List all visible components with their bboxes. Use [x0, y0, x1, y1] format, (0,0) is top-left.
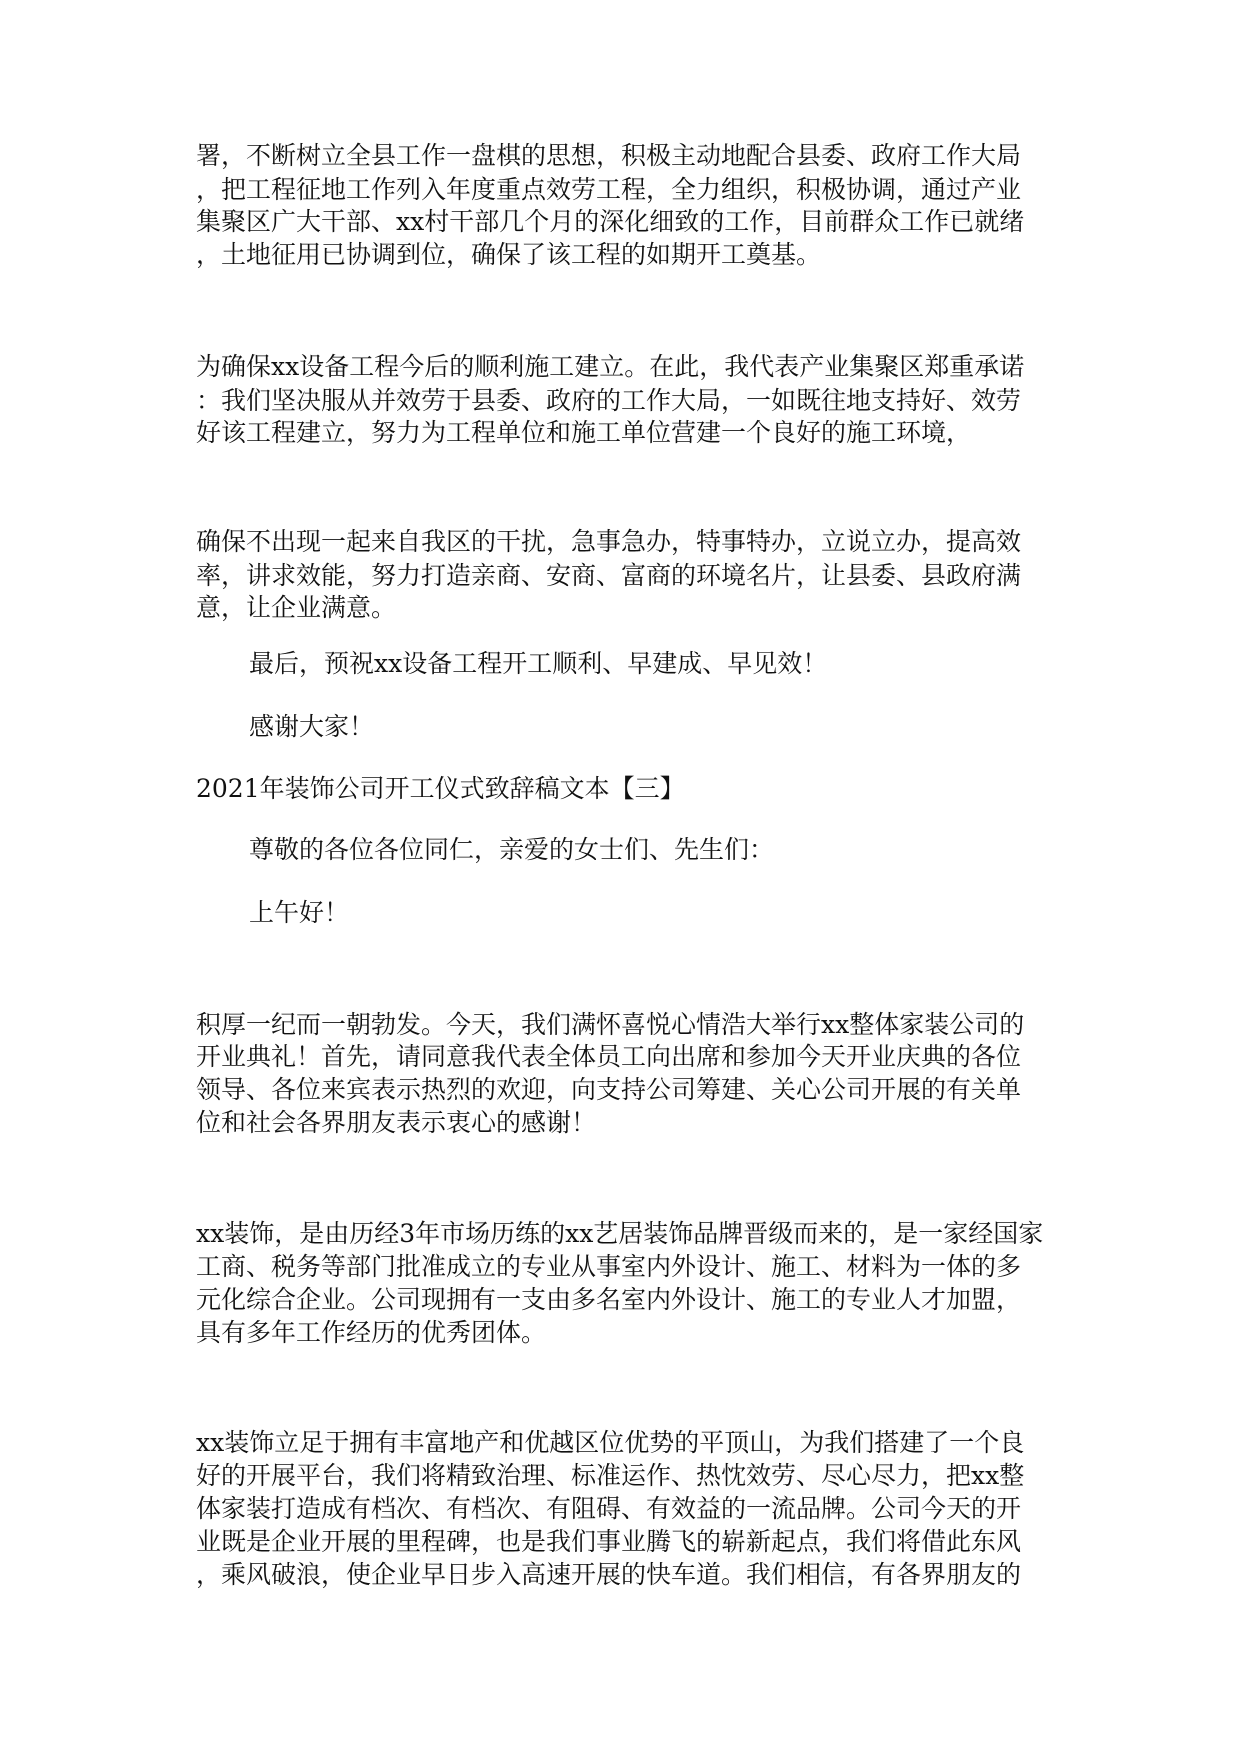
- text-line: xx装饰，是由历经3年市场历练的xx艺居装饰品牌晋级而来的，是一家经国家: [196, 1219, 1044, 1248]
- text-line: 积厚一纪而一朝勃发。今天，我们满怀喜悦心情浩大举行xx整体家装公司的: [196, 1010, 1025, 1039]
- text-line: ，土地征用已协调到位，确保了该工程的如期开工奠基。: [196, 240, 822, 269]
- text-line: 意，让企业满意。: [196, 593, 397, 622]
- text-line: 领导、各位来宾表示热烈的欢迎，向支持公司筹建、关心公司开展的有关单: [196, 1075, 1022, 1104]
- salutation: 尊敬的各位各位同仁，亲爱的女士们、先生们：: [249, 835, 775, 864]
- text-line: 元化综合企业。公司现拥有一支由多名室内外设计、施工的专业人才加盟，: [196, 1285, 1022, 1314]
- text-line: 好该工程建立，努力为工程单位和施工单位营建一个良好的施工环境，: [196, 418, 972, 447]
- text-line: ，把工程征地工作列入年度重点效劳工程，全力组织，积极协调，通过产业: [196, 175, 1022, 204]
- text-line: 集聚区广大干部、xx村干部几个月的深化细致的工作，目前群众工作已就绪: [196, 207, 1025, 236]
- section-heading: 2021年装饰公司开工仪式致辞稿文本【三】: [196, 774, 685, 803]
- text-line: 开业典礼！首先，请同意我代表全体员工向出席和参加今天开业庆典的各位: [196, 1042, 1022, 1071]
- text-line: xx装饰立足于拥有丰富地产和优越区位优势的平顶山，为我们搭建了一个良: [196, 1428, 1025, 1457]
- text-line: 体家装打造成有档次、有档次、有阻碍、有效益的一流品牌。公司今天的开: [196, 1494, 1022, 1523]
- closing-wish: 最后，预祝xx设备工程开工顺利、早建成、早见效！: [249, 649, 828, 678]
- closing-thanks: 感谢大家！: [249, 712, 375, 741]
- text-line: 工商、税务等部门批准成立的专业从事室内外设计、施工、材料为一体的多: [196, 1252, 1022, 1281]
- text-line: 具有多年工作经历的优秀团体。: [196, 1318, 547, 1347]
- text-line: ：我们坚决服从并效劳于县委、政府的工作大局，一如既往地支持好、效劳: [196, 386, 1022, 415]
- text-line: 率，讲求效能，努力打造亲商、安商、富商的环境名片，让县委、县政府满: [196, 561, 1022, 590]
- greeting: 上午好！: [249, 898, 350, 927]
- text-line: 好的开展平台，我们将精致治理、标准运作、热忱效劳、尽心尽力，把xx整: [196, 1461, 1025, 1490]
- text-line: 位和社会各界朋友表示衷心的感谢！: [196, 1108, 597, 1137]
- text-line: 署，不断树立全县工作一盘棋的思想，积极主动地配合县委、政府工作大局: [196, 141, 1022, 170]
- text-line: 业既是企业开展的里程碑，也是我们事业腾飞的崭新起点，我们将借此东风: [196, 1527, 1022, 1556]
- text-line: 确保不出现一起来自我区的干扰，急事急办，特事特办，立说立办，提高效: [196, 527, 1022, 556]
- text-line: ，乘风破浪，使企业早日步入高速开展的快车道。我们相信，有各界朋友的: [196, 1560, 1022, 1589]
- text-line: 为确保xx设备工程今后的顺利施工建立。在此，我代表产业集聚区郑重承诺: [196, 352, 1025, 381]
